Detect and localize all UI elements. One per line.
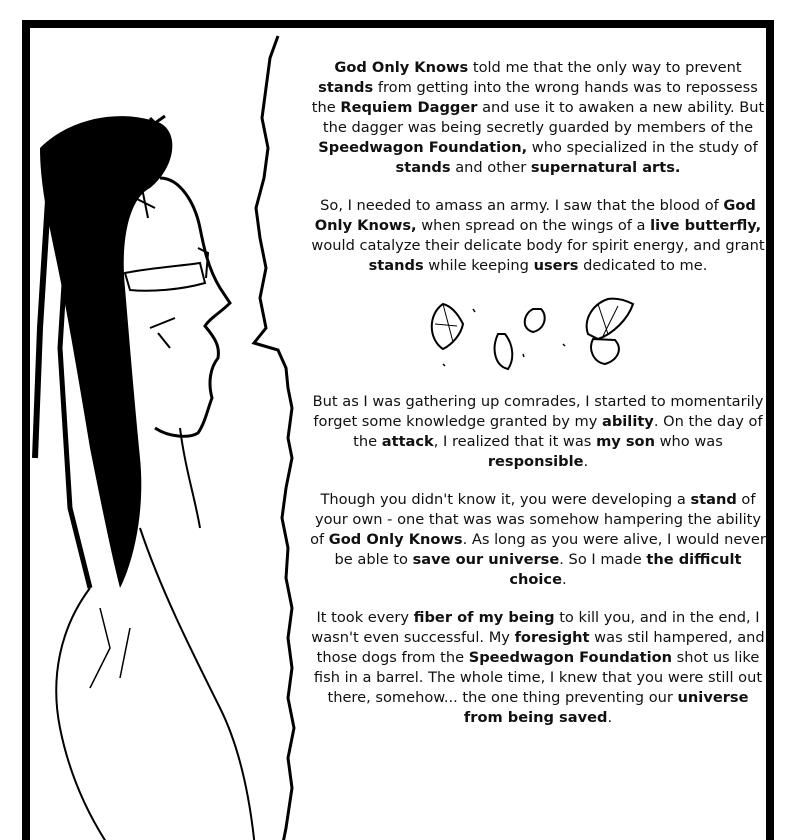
text-bold: stands	[368, 257, 424, 274]
text-bold: attack	[381, 433, 434, 450]
text-bold: responsible	[487, 453, 584, 470]
text: It took every	[316, 609, 414, 626]
text-bold: God Only Knows	[334, 59, 469, 76]
paragraph-3	[308, 392, 768, 472]
text: . So I made	[559, 551, 647, 568]
text: . As long as you were alive, I would never be able to	[334, 531, 766, 568]
text-bold: foresight	[514, 629, 590, 646]
text: who was	[654, 433, 723, 450]
text: So, I needed to amass an army. I saw that the blood of	[320, 197, 724, 214]
text: told me that the only way to prevent	[468, 59, 742, 76]
text: dedicated to me.	[578, 257, 708, 274]
text: and use it to awaken a new ability. But the dagger was being secretly guarded by members of the	[322, 99, 765, 136]
text-bold: God Only Knows	[328, 531, 463, 548]
paragraph-2	[308, 196, 768, 276]
text-bold: stands	[318, 79, 374, 96]
text: .	[583, 453, 589, 470]
text-bold: live butterfly,	[650, 217, 762, 234]
text-bold: the difficult choice	[509, 551, 742, 588]
paragraph-4	[308, 490, 768, 590]
text-bold: supernatural arts.	[530, 159, 681, 176]
text-bold: universe from being saved	[463, 689, 749, 726]
text: was stil hampered, and those dogs from the	[316, 629, 765, 666]
text-bold: save our universe	[412, 551, 560, 568]
comic-panel	[22, 20, 774, 840]
text: , I realized that it was	[433, 433, 597, 450]
text-bold: Speedwagon Foundation	[468, 649, 673, 666]
text-bold: stands	[395, 159, 451, 176]
butterflies-illustration	[423, 294, 653, 374]
text: .	[607, 709, 613, 726]
text: would catalyze their delicate body for spirit energy, and grant	[311, 237, 765, 254]
text-bold: God Only Knows,	[314, 197, 756, 234]
text: But as I was gathering up comrades, I started to momentarily forget some knowledge granted by my	[312, 393, 764, 430]
text: when spread on the wings of a	[416, 217, 651, 234]
text-bold: ability	[602, 413, 654, 430]
text-bold: users	[533, 257, 579, 274]
text-bold: fiber of my being	[413, 609, 555, 626]
text: while keeping	[423, 257, 534, 274]
text: . On the day of the	[353, 413, 763, 450]
paragraph-5	[308, 608, 768, 728]
text: Though you didn't know it, you were developing a	[320, 491, 691, 508]
text-bold: my son	[596, 433, 655, 450]
text: .	[561, 571, 567, 588]
text: who specialized in the study of	[527, 139, 758, 156]
text: of your own - one that was was somehow hampering the ability of	[310, 491, 762, 548]
text: to kill you, and in the end, I wasn't even successful. My	[311, 609, 760, 646]
text-bold: stand	[690, 491, 737, 508]
paragraph-1	[308, 58, 768, 178]
narration-text	[308, 58, 768, 746]
text: from getting into the wrong hands was to repossess the	[311, 79, 758, 116]
text: shot us like fish in a barrel. The whole time, I knew that you were still out there, somehow... the one thing preventing our	[313, 649, 763, 706]
text-bold: Speedwagon Foundation,	[318, 139, 528, 156]
text-bold: Requiem Dagger	[340, 99, 478, 116]
text: and other	[450, 159, 531, 176]
